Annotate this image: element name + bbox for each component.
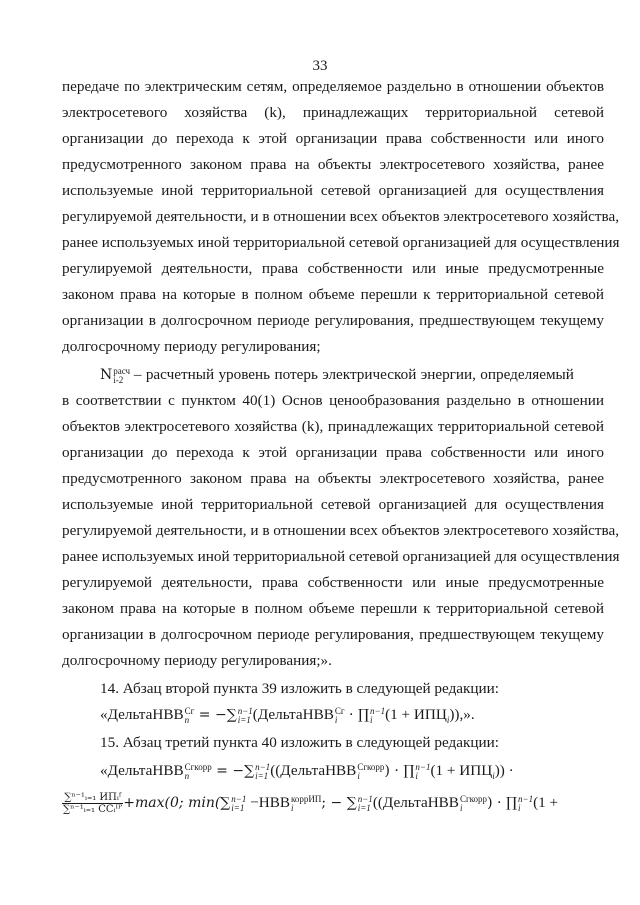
text-line: регулируемой деятельности, и в отношении всех объектов электросетевого хозяйства,: [62, 208, 619, 225]
text-line: законом права на которые в полном объеме перешли к территориальной сетевой: [62, 600, 604, 617]
definition-line: [100, 365, 604, 385]
fraction: $\frac{\text{∑ⁿ⁻¹ᵢ₌₁ ИПᵢᶠ}}{\text{∑ⁿ⁻¹ᵢ₌₁ ССᵢᴵᴾ}}$: [63, 792, 123, 815]
text-line: долгосрочному периоду регулирования;».: [62, 652, 332, 669]
item-14-heading: 14. Абзац второй пункта 39 изложить в следующей редакции:: [100, 680, 500, 697]
text-line: регулируемой деятельности, и в отношении всех объектов электросетевого хозяйства,: [62, 522, 619, 539]
text-line: используемые иной территориальной сетевой организацией для осуществления: [62, 496, 604, 513]
text-line: передаче по электрическим сетям, определяемое раздельно в отношении объектов: [62, 78, 604, 95]
formula-delta-nvv-sgkorr: «ДельтаНВВ Сгкорр n = −∑ n−1 i=1 ((ДельтаНВВ Сгкорр i ) · ∏ n−1 i $(1 + ИПЦ_i)$) ·: [100, 761, 514, 782]
text-line: в соответствии с пунктом 40(1) Основ ценообразования раздельно в отношении: [62, 392, 604, 409]
page-number: 33: [312, 58, 328, 74]
item-15-heading: 15. Абзац третий пункта 40 изложить в следующей редакции:: [100, 734, 499, 751]
text-line: регулируемой деятельности, права собственности или иные предусмотренные: [62, 260, 604, 277]
text-line: организации до перехода к этой организации права собственности или иного: [62, 130, 604, 147]
text-line: организации до перехода к этой организации права собственности или иного: [62, 444, 604, 461]
text-line: ранее используемых иной территориальной сетевой организацией для осуществления: [62, 234, 620, 251]
formula-delta-nvv-sg: «ДельтаНВВ Сг n = −∑ n−1 i=1 (ДельтаНВВ Сг i · ∏ n−1 i $(1 + ИПЦ_i)$),».: [100, 705, 475, 726]
n-indices: расч i-2: [113, 365, 131, 385]
text-line: электросетевого хозяйства (k), принадлежащих территориальной сетевой: [62, 104, 604, 121]
text-line: организации в долгосрочном периоде регулирования, предшествующем текущему: [62, 312, 604, 329]
n-symbol: N: [100, 367, 113, 383]
text-line: законом права на которые в полном объеме перешли к территориальной сетевой: [62, 286, 604, 303]
text-line: используемые иной территориальной сетевой организацией для осуществления: [62, 182, 604, 199]
text-line: объектов электросетевого хозяйства (k), принадлежащих территориальной сетевой: [62, 418, 604, 435]
formula-continuation: $\frac{\text{∑ⁿ⁻¹ᵢ₌₁ ИПᵢᶠ}}{\text{∑ⁿ⁻¹ᵢ₌₁ ССᵢᴵᴾ}}$ +max(0; min(∑ n−1 i=1 −НВВ коррИП i ; − ∑ n−1 i=1 ((ДельтаНВВ Сгкорр i ) · ∏ n−1 i (1 +: [63, 792, 559, 815]
text-line: организации в долгосрочном периоде регулирования, предшествующем текущему: [62, 626, 604, 643]
definition-text: – расчетный уровень потерь электрической энергии, определяемый: [133, 366, 574, 383]
text-line: ранее используемых иной территориальной сетевой организацией для осуществления: [62, 548, 620, 565]
text-line: предусмотренного законом права на объекты электросетевого хозяйства, ранее: [62, 156, 604, 173]
text-line: регулируемой деятельности, права собственности или иные предусмотренные: [62, 574, 604, 591]
text-line: предусмотренного законом права на объекты электросетевого хозяйства, ранее: [62, 470, 604, 487]
text-line: долгосрочному периоду регулирования;: [62, 338, 321, 355]
